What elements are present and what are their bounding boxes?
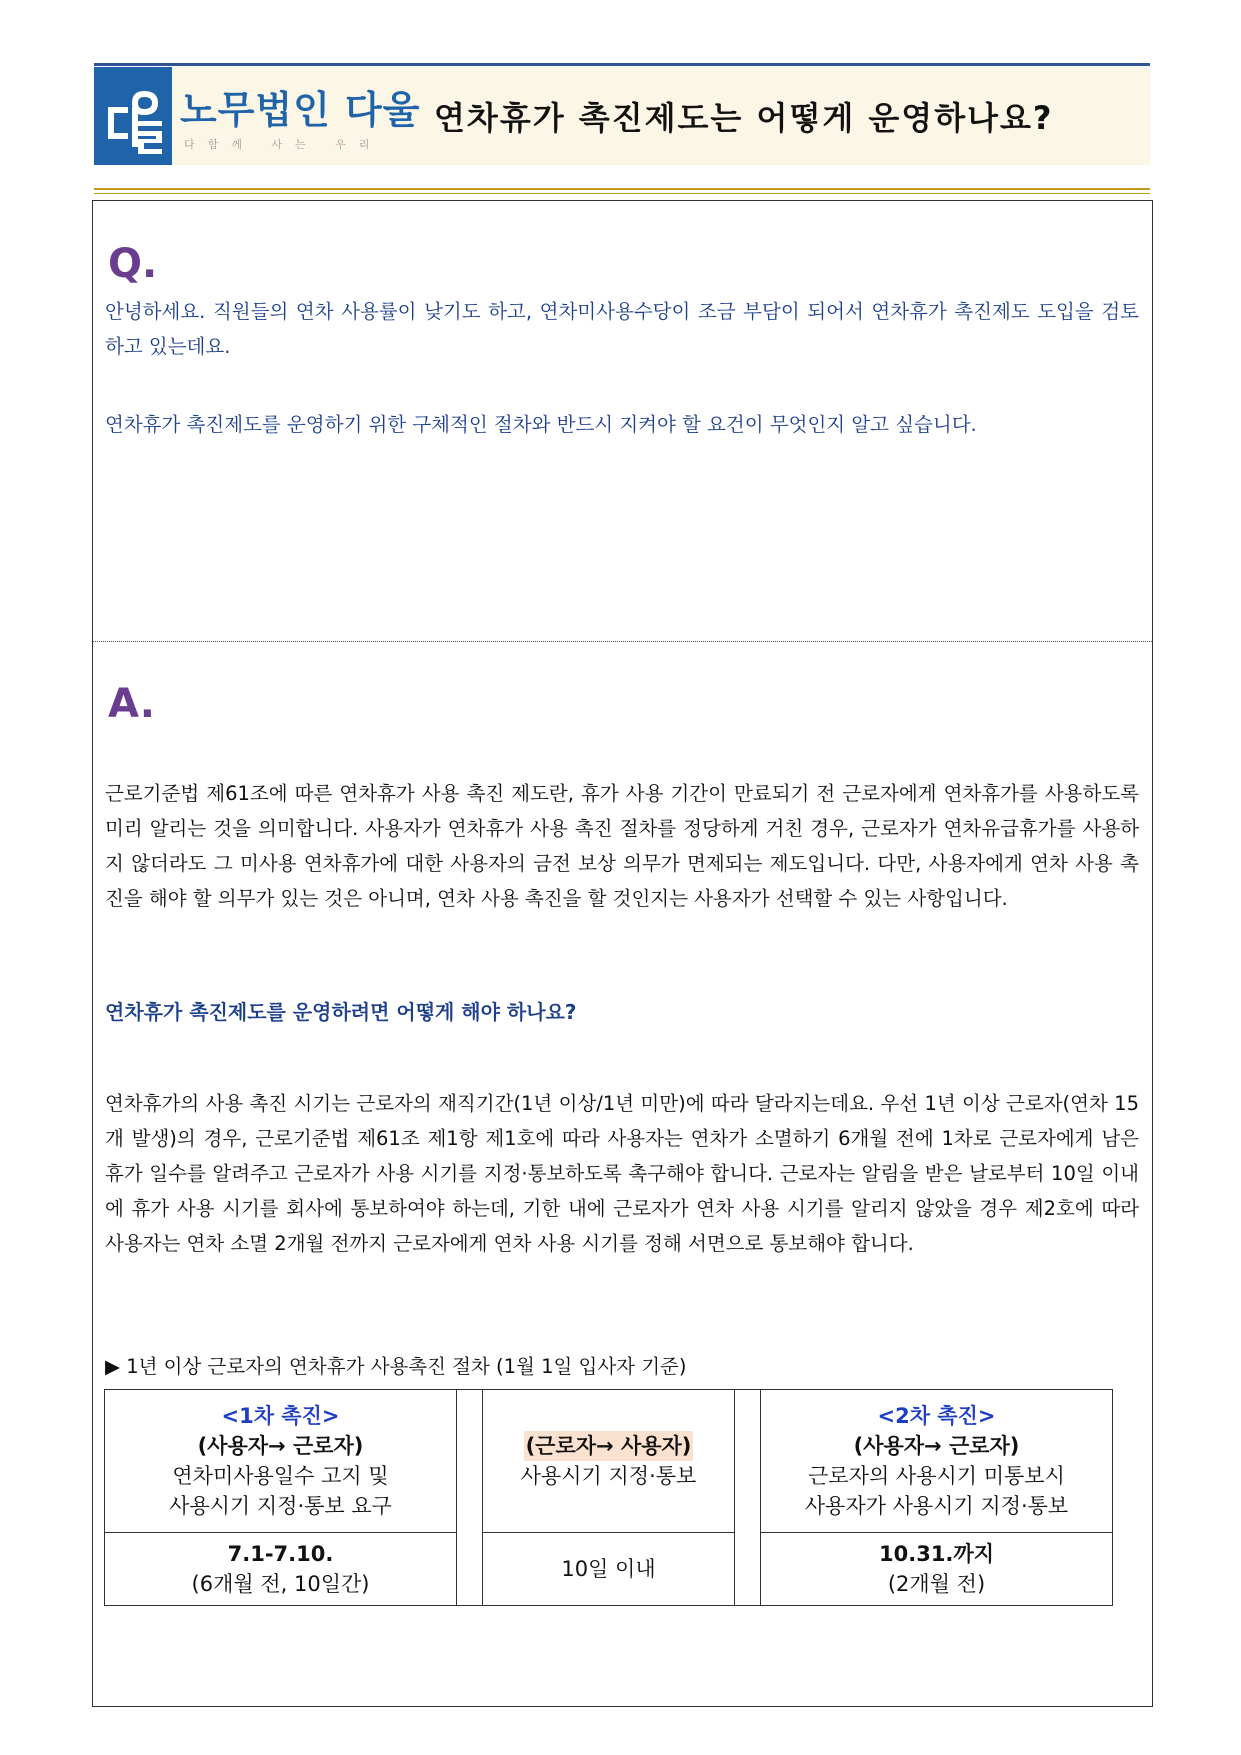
table-row [105,1533,1113,1606]
procedure-table [104,1389,1113,1606]
company-logo [94,67,172,165]
step1-desc: 사용시기 지정·통보 요구 [169,1494,392,1518]
header-rule-thin [94,193,1150,194]
step3-desc: 근로자의 사용시기 미통보시 [808,1464,1065,1488]
connector-cell [735,1390,761,1606]
step3-desc: 사용자가 사용시기 지정·통보 [804,1494,1069,1518]
step1-timing-cell [105,1533,457,1606]
question-paragraph: 연차휴가 촉진제도를 운영하기 위한 구체적인 절차와 반드시 지켜야 할 요건이 무엇인지 알고 싶습니다. [105,413,977,436]
brand-tagline: 다함께 사는 우리 [184,138,383,151]
section-divider [93,641,1152,642]
page-title: 연차휴가 촉진제도는 어떻게 운영하나요? [434,99,1054,137]
answer-detail: 연차휴가의 사용 촉진 시기는 근로자의 재직기간(1년 이상/1년 미만)에 따라 달라지는데요. 우선 1년 이상 근로자(연차 15개 발생)의 경우, 근로기준법 제61조 제1항 제1호에 따라 사용자는 연차가 소멸하기 6개월 전에 1차로 근로자에게 남은 휴가 일수를 알려주고 근로자가 사용 시기를 지정·통보하도록 촉구해야 합니다. 근로자는 알림을 받은 날로부터 10일 이내에 휴가 사용 시기를 회사에 통보하여야 하는데, 기한 내에 근로자가 연차 사용 시기를 알리지 않았을 경우 제2호에 따라 사용자는 연차 소멸 2개월 전까지 근로자에게 연차 사용 시기를 정해 서면으로 통보해야 합니다. [105,1092,1139,1255]
step1-cell [105,1390,457,1533]
brand-name: 노무법인 다울 [180,88,421,132]
step3-cell [761,1390,1113,1533]
header-rule [94,188,1150,190]
step1-stage: <1차 촉진> [221,1404,340,1428]
logo-mark-icon [94,67,172,165]
table-caption: ▶ 1년 이상 근로자의 연차휴가 사용촉진 절차 (1월 1일 입사자 기준) [105,1355,687,1378]
step2-timing-cell [483,1533,735,1606]
answer-intro: 근로기준법 제61조에 따른 연차휴가 사용 촉진 제도란, 휴가 사용 기간이 만료되기 전 근로자에게 연차휴가를 사용하도록 미리 알리는 것을 의미합니다. 사용자가 연차휴가 사용 촉진 절차를 정당하게 거친 경우, 근로자가 연차유급휴가를 사용하지 않더라도 그 미사용 연차휴가에 대한 사용자의 금전 보상 의무가 면제되는 제도입니다. 다만, 사용자에게 연차 사용 촉진을 해야 할 의무가 있는 것은 아니며, 연차 사용 촉진을 할 것인지는 사용자가 선택할 수 있는 사항입니다. [105,782,1139,910]
step2-direction: (근로자→ 사용자) [524,1431,694,1461]
header-top-line [94,63,1150,66]
qa-frame [92,200,1153,1707]
step1-timing: 7.1-7.10. [227,1542,334,1566]
step3-timing-note: (2개월 전) [887,1572,986,1596]
step2-desc: 사용시기 지정·통보 [520,1464,697,1488]
document-header [94,63,1150,165]
question-label: Q. [108,241,158,287]
step2-timing: 10일 이내 [561,1557,656,1581]
table-row [105,1390,1113,1533]
step3-direction: (사용자→ 근로자) [853,1434,1020,1458]
step1-timing-note: (6개월 전, 10일간) [191,1572,370,1596]
answer-label: A. [108,681,155,727]
step1-direction: (사용자→ 근로자) [197,1434,364,1458]
step3-timing: 10.31.까지 [879,1542,994,1566]
step2-cell [483,1390,735,1533]
step3-timing-cell [761,1533,1113,1606]
connector-cell [457,1390,483,1606]
step3-stage: <2차 촉진> [877,1404,996,1428]
question-paragraph: 안녕하세요. 직원들의 연차 사용률이 낮기도 하고, 연차미사용수당이 조금 부담이 되어서 연차휴가 촉진제도 도입을 검토하고 있는데요. [105,300,1139,358]
step1-desc: 연차미사용일수 고지 및 [172,1464,389,1488]
answer-subheading: 연차휴가 촉진제도를 운영하려면 어떻게 해야 하나요? [105,1000,577,1024]
